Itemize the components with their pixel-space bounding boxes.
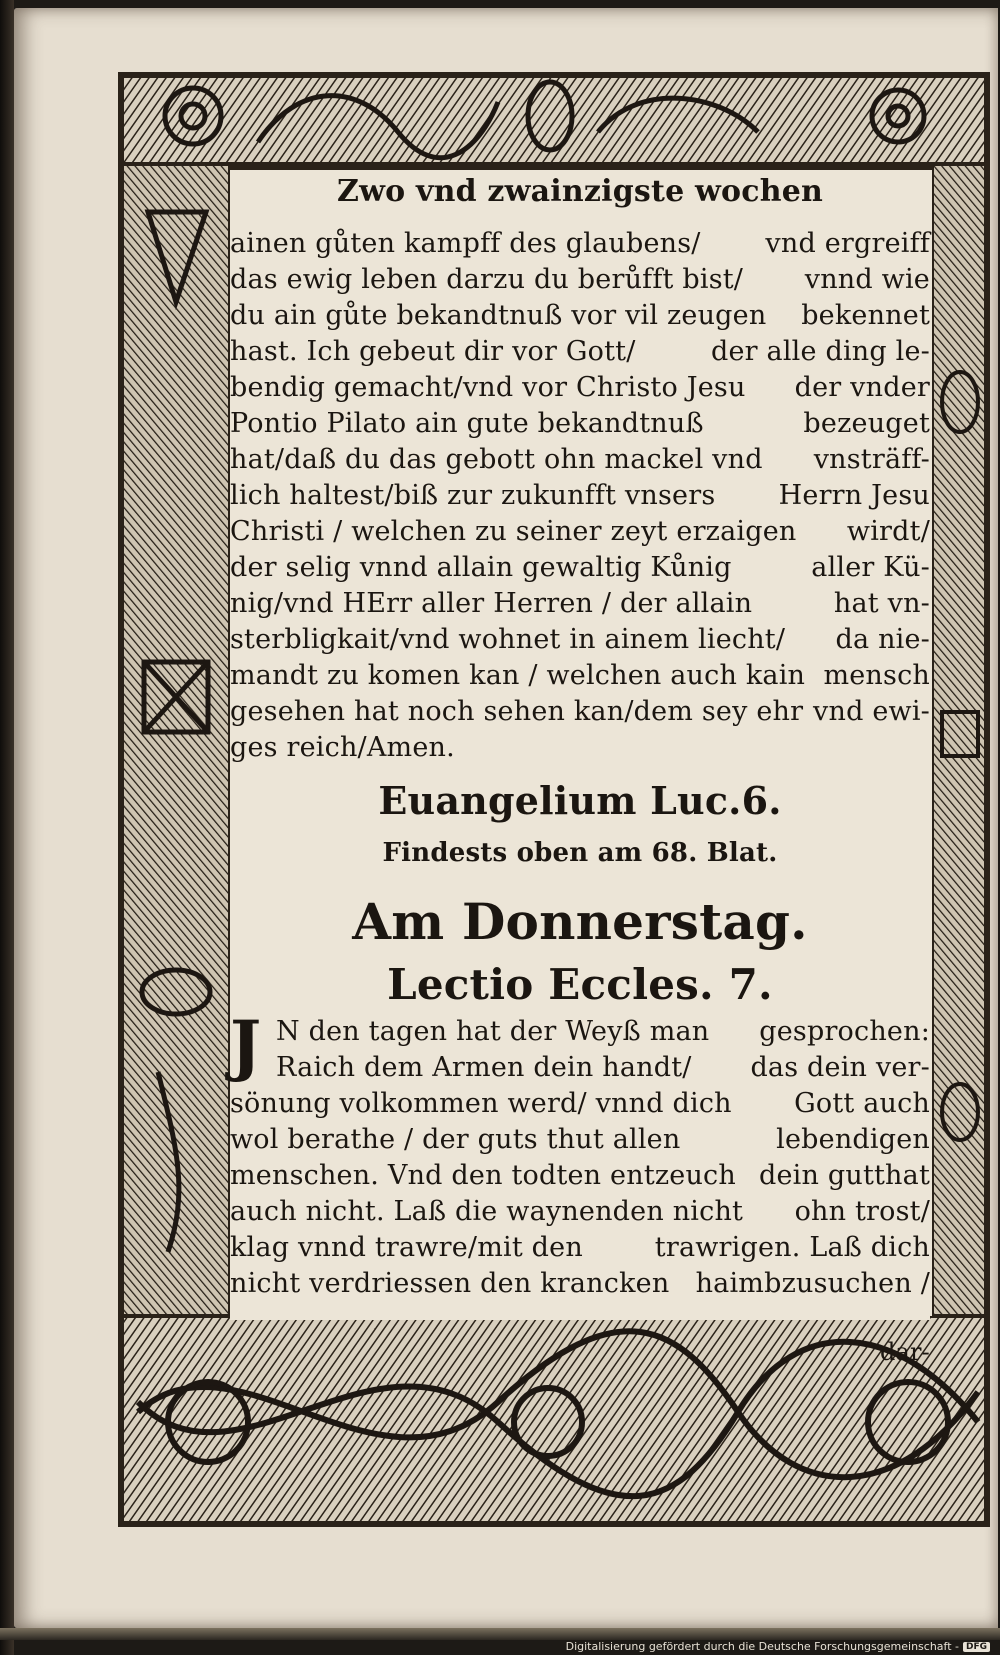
catchword: dar- xyxy=(879,1338,930,1366)
lectio-line: nicht verdriessen den krancken haimbzusuchen / xyxy=(230,1268,930,1299)
lectio-line: Raich dem Armen dein handt/ das dein ver- xyxy=(276,1052,930,1083)
gospel-heading: Euangelium Luc.6. xyxy=(378,778,782,823)
running-head: Zwo vnd zwainzigste wochen xyxy=(336,174,824,209)
epistle-line: ainen gůten kampff des glaubens/ vnd ergreiff xyxy=(230,228,930,259)
epistle-line: der selig vnnd allain gewaltig Kůnig aller Kü- xyxy=(230,552,930,583)
lectio-heading: Lectio Eccles. 7. xyxy=(387,960,773,1009)
epistle-line: Christi / welchen zu seiner zeyt erzaigen wirdt/ xyxy=(230,516,930,547)
epistle-line: nig/vnd HErr aller Herren / der allain hat vn- xyxy=(230,588,930,619)
epistle-line: sterbligkait/vnd wohnet in ainem liecht/ da nie- xyxy=(230,624,930,655)
epistle-line: mandt zu komen kan / welchen auch kain mensch xyxy=(230,660,930,691)
epistle-line: bendig gemacht/vnd vor Christo Jesu der vnder xyxy=(230,372,930,403)
lectio-line: sönung volkommen werd/ vnnd dich Gott auch xyxy=(230,1088,930,1119)
epistle-line: hast. Ich gebeut dir vor Gott/ der alle ding le- xyxy=(230,336,930,367)
gospel-reference: Findests oben am 68. Blat. xyxy=(382,838,778,868)
footer-text: Digitalisierung gefördert durch die Deutsche Forschungsgemeinschaft - xyxy=(565,1640,959,1653)
epistle-line: Pontio Pilato ain gute bekandtnuß bezeuget xyxy=(230,408,930,439)
book-gutter xyxy=(0,0,14,1655)
lectio-line: menschen. Vnd den todten entzeuch dein gutthat xyxy=(230,1160,930,1191)
epistle-line: gesehen hat noch sehen kan/dem sey ehr vnd ewi- xyxy=(230,696,930,727)
dfg-logo[interactable]: DFG xyxy=(963,1642,990,1652)
page-bottom-edge xyxy=(0,1628,1000,1640)
day-heading: Am Donnerstag. xyxy=(352,892,808,951)
epistle-line: ges reich/Amen. xyxy=(230,732,455,763)
epistle-line: hat/daß du das gebott ohn mackel vnd vnsträff- xyxy=(230,444,930,475)
epistle-line: du ain gůte bekandtnuß vor vil zeugen bekennet xyxy=(230,300,930,331)
lectio-line: wol berathe / der guts thut allen lebendigen xyxy=(230,1124,930,1155)
epistle-line: das ewig leben darzu du berůfft bist/ vnnd wie xyxy=(230,264,930,295)
lectio-line: N den tagen hat der Weyß man gesprochen: xyxy=(276,1016,930,1047)
text-block xyxy=(230,170,930,1320)
lectio-line: auch nicht. Laß die waynenden nicht ohn trost/ xyxy=(230,1196,930,1227)
footer-credit xyxy=(566,1640,990,1653)
epistle-line: lich haltest/biß zur zukunfft vnsers Herrn Jesu xyxy=(230,480,930,511)
drop-initial: J xyxy=(230,1006,262,1084)
lectio-line: klag vnnd trawre/mit den trawrigen. Laß dich xyxy=(230,1232,930,1263)
